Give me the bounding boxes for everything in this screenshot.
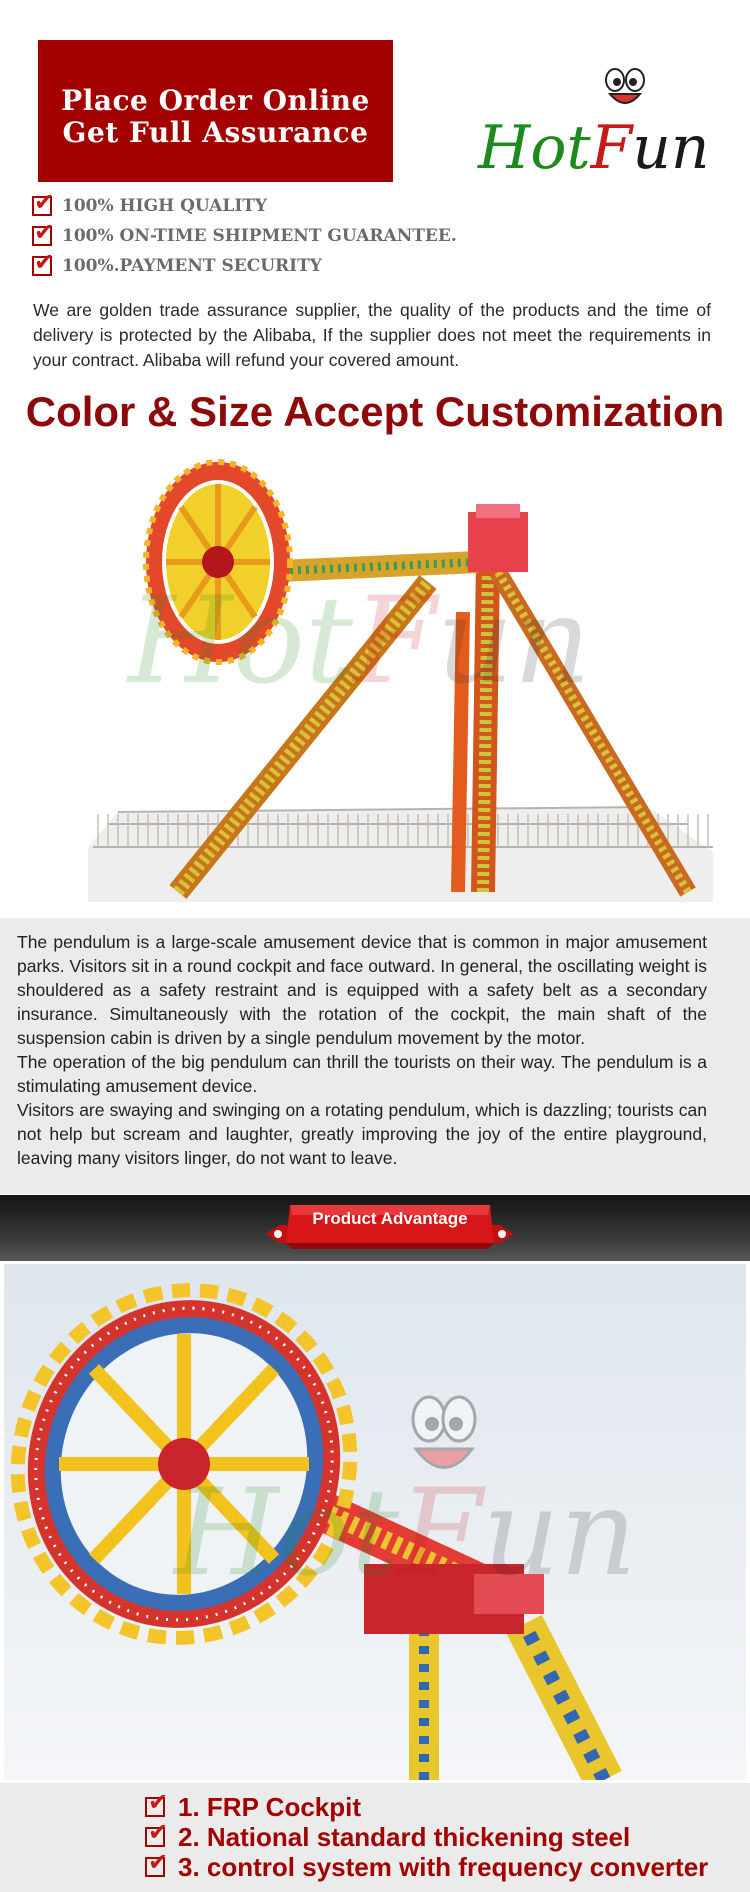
pendulum-ride-image bbox=[88, 452, 722, 902]
logo-un: un bbox=[632, 113, 710, 183]
logo-wordmark bbox=[478, 113, 710, 183]
checkmark-icon: ✔ bbox=[148, 1848, 169, 1876]
feature-text: 2. National standard thickening steel bbox=[178, 1822, 631, 1852]
feature-text: 3. control system with frequency converter bbox=[178, 1852, 709, 1882]
pendulum-closeup-image bbox=[4, 1264, 746, 1780]
feature-text: 1. FRP Cockpit bbox=[178, 1792, 362, 1822]
assurance-paragraph: We are golden trade assurance supplier, the quality of the products and the time of delivery is protected by the Alibaba, If the supplier does not meet the requirements in your contract. Alibaba will refund your covered amount. bbox=[33, 300, 711, 370]
product-advantage-ribbon bbox=[262, 1197, 518, 1257]
hotfun-watermark: HotFun bbox=[174, 1464, 637, 1603]
description-text bbox=[17, 930, 707, 1170]
checkmark-icon: ✔ bbox=[34, 188, 55, 216]
features-section bbox=[0, 1783, 750, 1892]
banner-line-1: Place Order Online bbox=[61, 84, 370, 117]
advantage-label: Product Advantage bbox=[312, 1209, 468, 1228]
checkmark-icon: ✔ bbox=[148, 1788, 169, 1816]
assurance-banner bbox=[38, 40, 393, 182]
customization-title: Color & Size Accept Customization bbox=[25, 388, 725, 435]
checkmark-icon: ✔ bbox=[34, 218, 55, 246]
description-paragraph: The pendulum is a large-scale amusement device that is common in major amusement parks. Visitors sit in a round cockpit and face outward. In general, the oscillating weight is shouldered as a safety restraint and is equipped with a safety belt as a secondary insurance. Simultaneously with the rotation of the cockpit, the main shaft of the suspension cabin is driven by a single pendulum movement by the motor. bbox=[17, 932, 707, 1048]
logo-hot: Hot bbox=[478, 113, 591, 183]
hotfun-watermark: HotFun bbox=[128, 572, 591, 711]
description-paragraph: The operation of the big pendulum can thrill the tourists on their way. The pendulum is a stimulating amusement device. bbox=[17, 1052, 707, 1096]
checkmark-icon: ✔ bbox=[148, 1818, 169, 1846]
logo-f: F bbox=[590, 113, 633, 183]
checklist-text: 100%.PAYMENT SECURITY bbox=[62, 256, 322, 276]
description-paragraph: Visitors are swaying and swinging on a rotating pendulum, which is dazzling; tourists can not help but scream and laughter, greatly improving the joy of the entire playground, leaving many visitors linger, do not want to leave. bbox=[17, 1100, 707, 1168]
checklist-text: 100% HIGH QUALITY bbox=[62, 196, 268, 216]
hotfun-logo bbox=[470, 68, 720, 188]
description-section bbox=[0, 918, 750, 1194]
banner-line-2: Get Full Assurance bbox=[62, 116, 369, 149]
checkmark-icon: ✔ bbox=[34, 248, 55, 276]
smiley-mascot-icon bbox=[600, 68, 650, 110]
checklist-text: 100% ON-TIME SHIPMENT GUARANTEE. bbox=[62, 226, 457, 246]
